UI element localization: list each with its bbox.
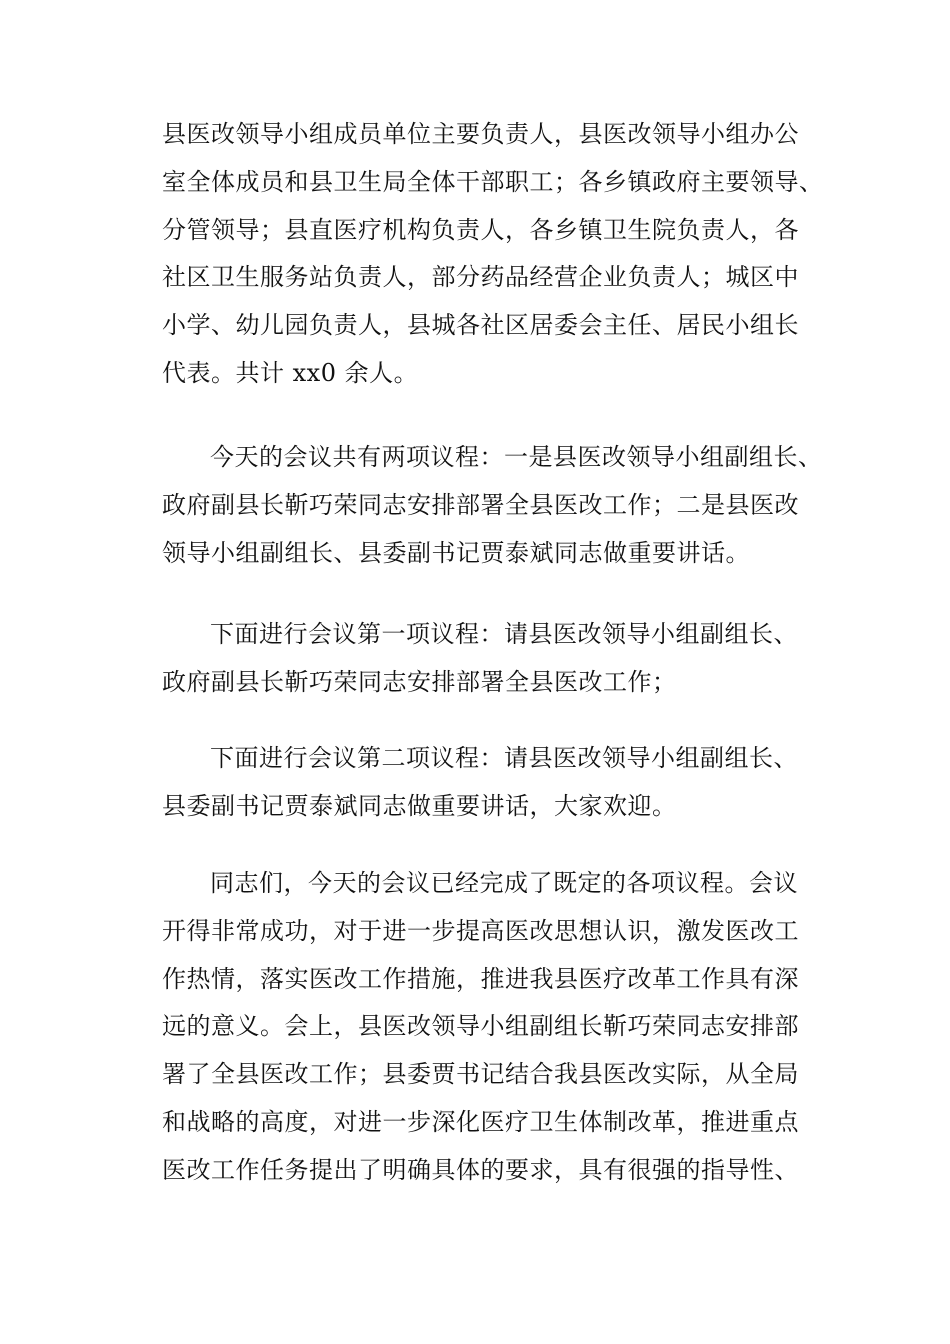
- paragraph-line: 政府副县长靳巧荣同志安排部署全县医改工作；: [162, 667, 677, 696]
- paragraph-line: 署了全县医改工作；县委贾书记结合我县医改实际，从全局: [162, 1060, 799, 1089]
- paragraph-line: 今天的会议共有两项议程：一是县医改领导小组副组长、: [210, 443, 823, 471]
- paragraph-line: 代表。共计 xx0 余人。: [162, 358, 419, 387]
- paragraph-line: 小学、幼儿园负责人，县城各社区居委会主任、居民小组长: [162, 311, 799, 340]
- paragraph-line: 领导小组副组长、县委副书记贾泰斌同志做重要讲话。: [162, 538, 750, 567]
- paragraph-agenda: [162, 434, 823, 577]
- paragraph-line: 医改工作任务提出了明确具体的要求，具有很强的指导性、: [162, 1155, 799, 1184]
- paragraph-attendees: [162, 111, 824, 398]
- paragraph-line: 县医改领导小组成员单位主要负责人，县医改领导小组办公: [162, 120, 799, 148]
- paragraph-line: 下面进行会议第一项议程：请县医改领导小组副组长、: [210, 620, 798, 648]
- paragraph-line: 县委副书记贾泰斌同志做重要讲话，大家欢迎。: [162, 791, 677, 820]
- paragraph-agenda-item-2: [162, 735, 802, 831]
- paragraph-line: 作热情，落实医改工作措施，推进我县医疗改革工作具有深: [162, 964, 799, 993]
- paragraph-line: 下面进行会议第二项议程：请县医改领导小组副组长、: [210, 744, 798, 772]
- paragraph-line: 政府副县长靳巧荣同志安排部署全县医改工作；二是县医改: [162, 490, 799, 519]
- paragraph-line: 远的意义。会上，县医改领导小组副组长靳巧荣同志安排部: [162, 1012, 799, 1041]
- paragraph-line: 分管领导；县直医疗机构负责人，各乡镇卫生院负责人，各: [162, 215, 799, 244]
- paragraph-line: 和战略的高度，对进一步深化医疗卫生体制改革，推进重点: [162, 1107, 799, 1136]
- paragraph-line: 开得非常成功，对于进一步提高医改思想认识，激发医改工: [162, 916, 799, 945]
- paragraph-line: 室全体成员和县卫生局全体干部职工；各乡镇政府主要领导、: [162, 167, 824, 196]
- paragraph-closing-remarks: [162, 860, 802, 1195]
- paragraph-agenda-item-1: [162, 611, 802, 707]
- paragraph-line: 社区卫生服务站负责人，部分药品经营企业负责人；城区中: [162, 263, 799, 292]
- paragraph-line: 同志们，今天的会议已经完成了既定的各项议程。会议: [210, 869, 798, 897]
